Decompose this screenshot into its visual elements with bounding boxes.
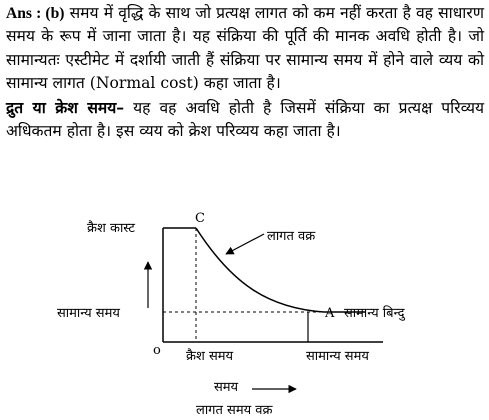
normal-point-label: सामान्य बिन्दु: [344, 306, 405, 321]
crash-cost-label: क्रैश कास्ट: [87, 221, 135, 236]
crash-time-label: क्रैश समय: [186, 349, 234, 364]
crash-time-heading: द्रुत या क्रेश समय–: [6, 97, 125, 117]
answer-body-1: समय में वृद्धि के साथ जो प्रत्यक्ष लागत को कम नहीं करता है वह साधारण समय के रूप में जाना जाता है। यह संक्रिया की पूर्ति की मानक अवधि होती है। जो सामान्यतः एस्टीमेट में दर्शायी जाती हैं संक्रिया पर सामान्य समय में होने वाले व्यय को सामान्य लागत (Normal cost) कहा जाता है।: [6, 4, 484, 93]
point-c-label: C: [195, 211, 205, 226]
normal-time-x-label: सामान्य समय: [306, 349, 369, 364]
diagram-caption: लागत समय वक्र: [196, 403, 273, 418]
point-a-label: A: [325, 306, 335, 321]
origin-label: o: [153, 343, 161, 358]
answer-body-2: यह वह अवधि होती है जिसमें संक्रिया का प्रत्यक्ष परिव्यय अधिकतम होता है। इस व्यय को क्रेश परिव्यय कहा जाता है।: [6, 98, 484, 141]
normal-time-y-label: सामान्य समय: [57, 306, 120, 321]
cost-curve-arrow: [226, 234, 264, 254]
answer-label: Ans : (b): [6, 5, 65, 22]
time-axis-label: समय: [214, 380, 239, 395]
cost-curve-label: लागत वक्र: [267, 229, 316, 244]
